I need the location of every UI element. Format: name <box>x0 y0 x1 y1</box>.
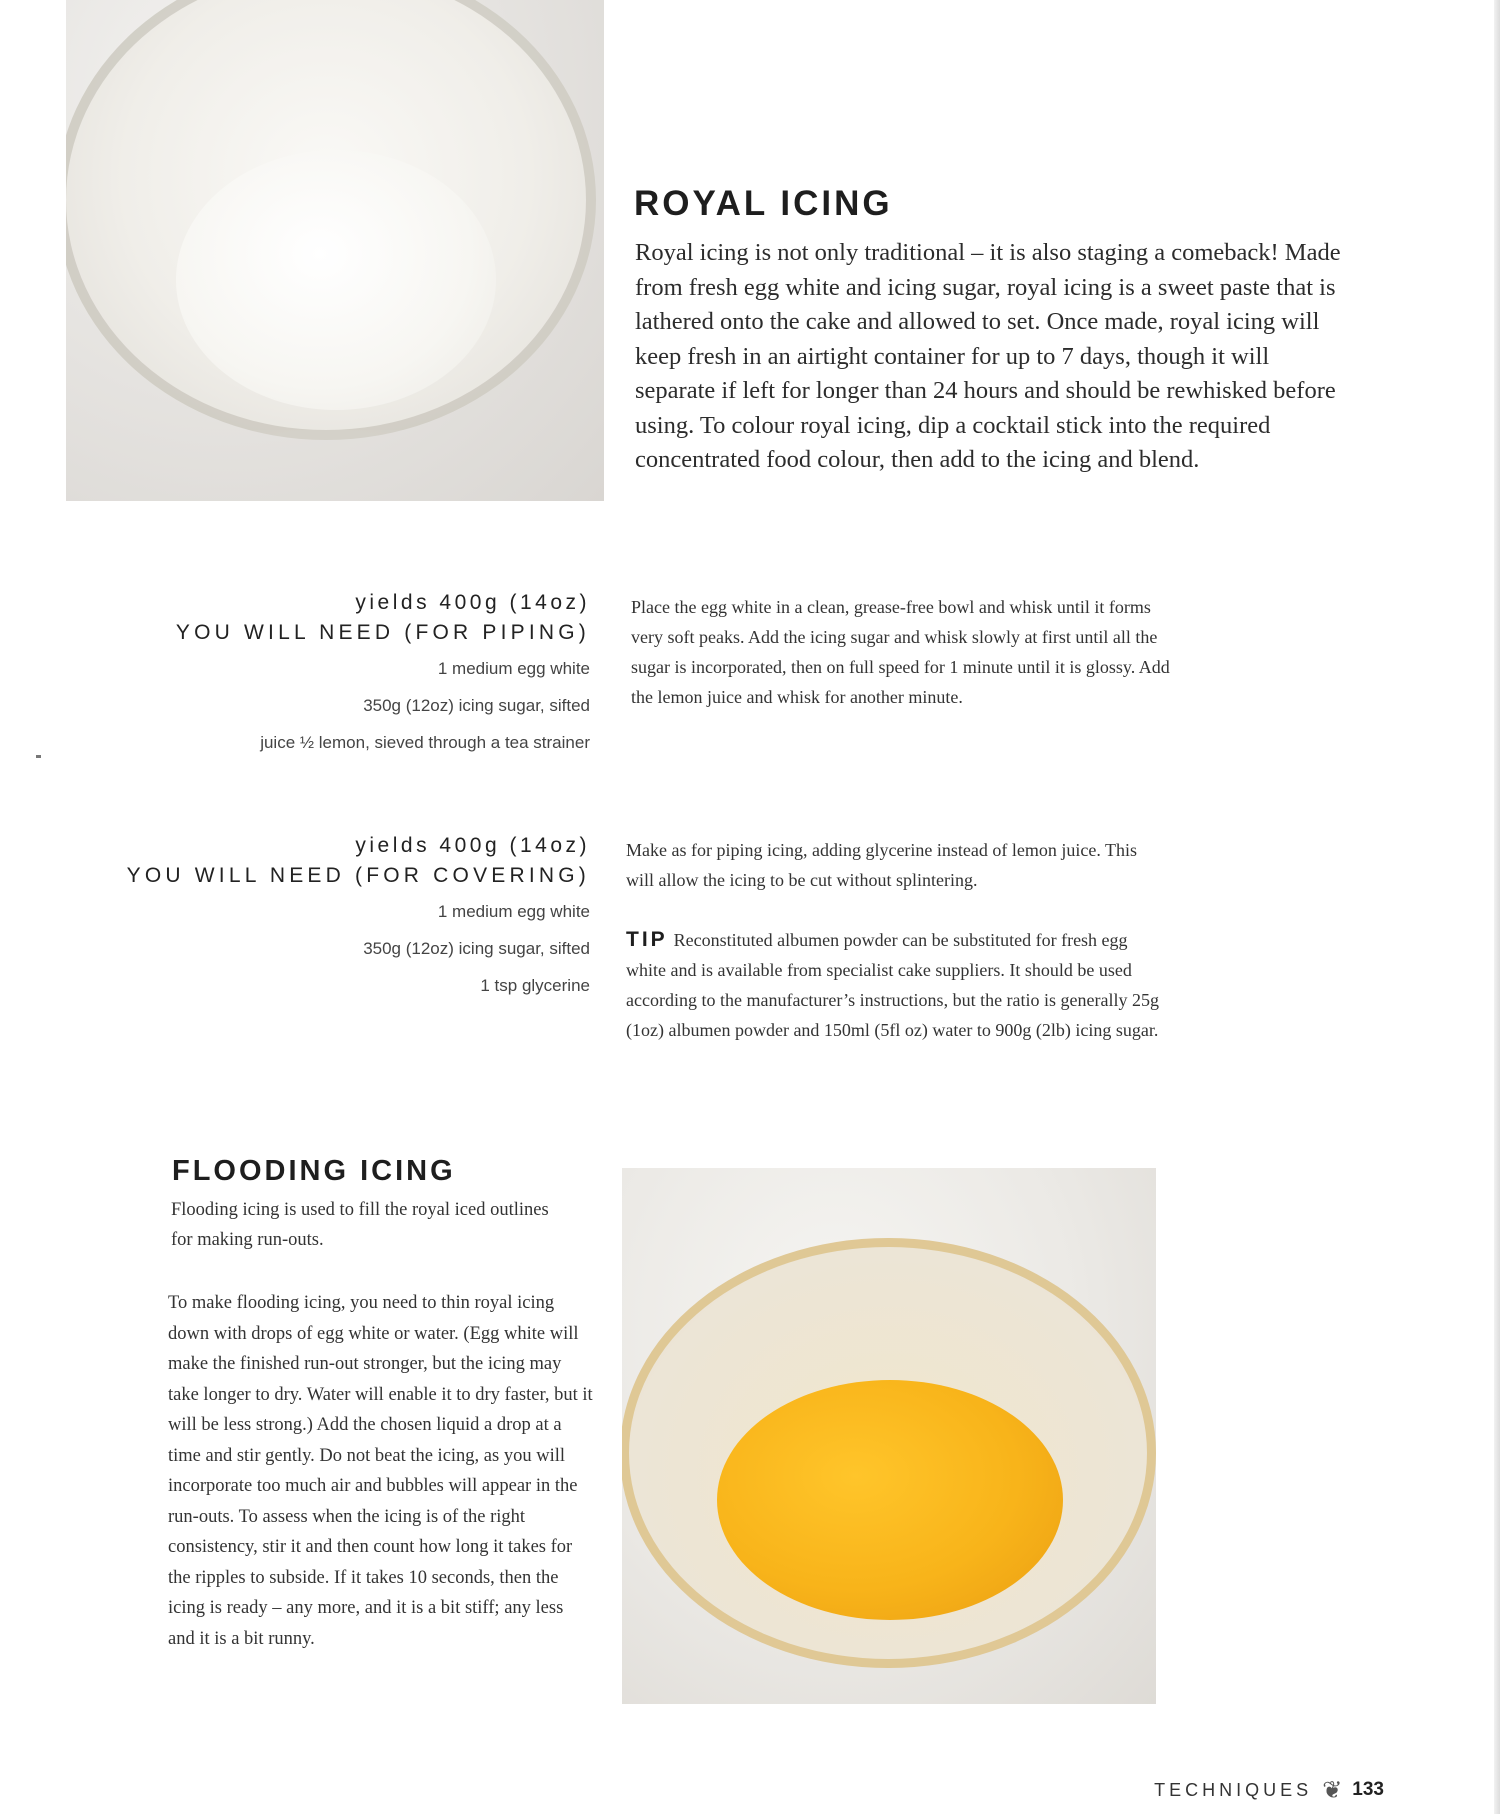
page-footer <box>1154 1776 1384 1804</box>
royal-icing-photo <box>66 0 604 501</box>
piping-ingredients <box>70 591 590 770</box>
covering-ingredient-list <box>70 902 590 996</box>
covering-yields: yields 400g (14oz) <box>355 834 590 857</box>
covering-need-heading: YOU WILL NEED (FOR COVERING) <box>126 864 590 887</box>
piping-ingredient-list <box>70 659 590 753</box>
tip-label: TIP <box>626 928 668 951</box>
section-name: TECHNIQUES <box>1154 1779 1313 1800</box>
covering-method: Make as for piping icing, adding glycerine instead of lemon juice. This will allow the icing to be cut without splintering. <box>626 840 1138 890</box>
flooding-intro: Flooding icing is used to fill the royal iced outlines for making run-outs. <box>171 1200 549 1250</box>
ingredient-item: 1 tsp glycerine <box>480 976 590 995</box>
white-icing <box>176 150 496 410</box>
scan-mark <box>36 755 41 758</box>
ingredient-item: juice ½ lemon, sieved through a tea strainer <box>260 733 590 752</box>
page-number: 133 <box>1352 1779 1384 1800</box>
yellow-icing <box>717 1380 1063 1620</box>
royal-icing-intro: Royal icing is not only traditional – it is also staging a comeback! Made from fresh egg white and icing sugar, royal icing is a sweet paste that is lathered onto the cake and allowed to set. Once made, royal icing will keep fresh in an airtight container for up to 7 days, though it will separate if left for longer than 24 hours and should be rewhisked before using. To colour royal icing, dip a cocktail stick into the required concentrated food colour, then add to the icing and blend. <box>635 239 1341 473</box>
tip-box <box>626 925 1171 1045</box>
ingredient-item: 350g (12oz) icing sugar, sifted <box>363 696 590 715</box>
covering-ingredients <box>70 834 590 1013</box>
flooding-body: To make flooding icing, you need to thin royal icing down with drops of egg white or water. (Egg white will make the finished run-out stronger, but the icing may take longer to dry. Water will enable it to dry faster, but it will be less strong.) Add the chosen liquid a drop at a time and stir gently. Do not beat the icing, as you will incorporate too much air and bubbles will appear in the run-outs. To assess when the icing is of the right consistency, stir it and then count how long it takes for the ripples to subside. If it takes 10 seconds, then the icing is ready – any more, and it is a bit stiff; any less and it is a bit runny. <box>168 1293 593 1649</box>
flooding-icing-title: FLOODING ICING <box>172 1155 456 1187</box>
ingredient-item: 1 medium egg white <box>437 659 590 678</box>
ornament-icon: ❦ <box>1322 1776 1343 1804</box>
flooding-icing-photo <box>622 1168 1156 1704</box>
royal-icing-title: ROYAL ICING <box>634 184 893 223</box>
ingredient-item: 350g (12oz) icing sugar, sifted <box>363 939 590 958</box>
piping-method: Place the egg white in a clean, grease-free bowl and whisk until it forms very soft peaks. Add the icing sugar and whisk slowly at first until all the sugar is incorporated, then on full speed for 1 minute until it is glossy. Add the lemon juice and whisk for another minute. <box>631 597 1170 707</box>
ingredient-item: 1 medium egg white <box>437 902 590 921</box>
page-edge <box>1494 0 1500 1814</box>
piping-need-heading: YOU WILL NEED (FOR PIPING) <box>175 621 590 644</box>
piping-yields: yields 400g (14oz) <box>355 591 590 614</box>
tip-text: Reconstituted albumen powder can be substituted for fresh egg white and is available from specialist cake suppliers. It should be used according to the manufacturer’s instructions, but the ratio is generally 25g (1oz) albumen powder and 150ml (5fl oz) water to 900g (2lb) icing sugar. <box>626 930 1160 1040</box>
